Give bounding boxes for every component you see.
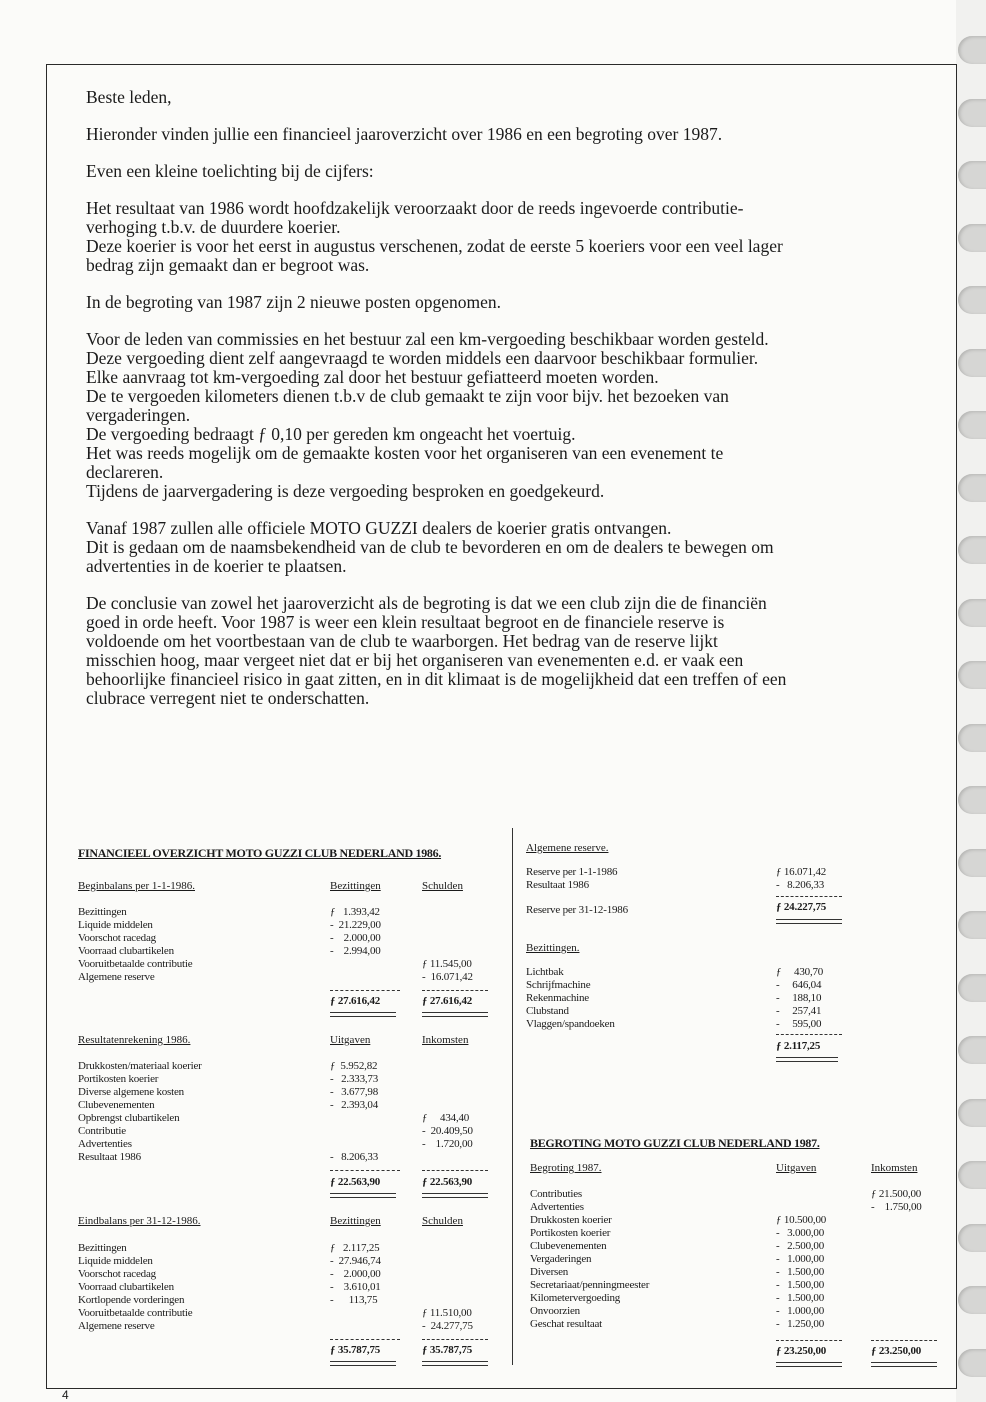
page-number: 4 xyxy=(62,1388,69,1402)
reserve-total-label: Reserve per 31-12-1986 xyxy=(526,904,628,916)
paragraph-new-items: In de begroting van 1987 zijn 2 nieuwe posten opgenomen. xyxy=(86,292,502,312)
binder-hole xyxy=(958,411,986,439)
begin-total-assets: ƒ 27.616,42 xyxy=(330,995,381,1007)
result-total-expenses: ƒ 22.563,90 xyxy=(330,1176,381,1188)
text-line: Tijdens de jaarvergadering is deze vergoeding besproken en goedgekeurd. xyxy=(86,481,605,501)
text-line: misschien hoog, maar vergeet niet dat er bij het organiseren van evenementen e.d. er vaak een xyxy=(86,650,744,670)
binder-holes xyxy=(958,36,986,1402)
budget-total-expenses: ƒ 23.250,00 xyxy=(776,1345,827,1357)
ledger-label: Contributie xyxy=(78,1125,126,1137)
subtotal-rule xyxy=(871,1340,937,1341)
ledger-amount: - 2.500,00 xyxy=(776,1240,825,1252)
ledger-label: Bezittingen xyxy=(78,906,127,918)
text-line: Het was reeds mogelijk om de gemaakte kosten voor het organiseren van een evenement te xyxy=(86,443,724,463)
text-line: Deze koerier is voor het eerst in augustus verschenen, zodat de eerste 5 koeriers voor een veel lager xyxy=(86,236,783,256)
subtotal-rule xyxy=(776,1034,842,1035)
binder-hole xyxy=(958,974,986,1002)
subtotal-rule xyxy=(330,990,400,991)
ledger-amount: - 1.720,00 xyxy=(422,1138,473,1150)
result-title: Resultatenrekening 1986. xyxy=(78,1034,191,1046)
ledger-label: Clubevenementen xyxy=(78,1099,155,1111)
text-line: declareren. xyxy=(86,462,164,482)
total-double-rule xyxy=(422,1361,488,1366)
ledger-label: Drukkosten koerier xyxy=(530,1214,612,1226)
end-total-assets: ƒ 35.787,75 xyxy=(330,1344,381,1356)
ledger-amount: - 21.229,00 xyxy=(330,919,381,931)
binder-hole xyxy=(958,161,986,189)
letter xyxy=(86,88,896,726)
binder-hole xyxy=(958,1161,986,1189)
subtotal-rule xyxy=(422,990,488,991)
binder-hole xyxy=(958,224,986,252)
ledger-amount: - 20.409,50 xyxy=(422,1125,473,1137)
binder-hole xyxy=(958,1349,986,1377)
text-line: Vanaf 1987 zullen alle officiele MOTO GUZZI dealers de koerier gratis ontvangen. xyxy=(86,518,672,538)
end-balance-title: Eindbalans per 31-12-1986. xyxy=(78,1215,201,1227)
text-line: De te vergoeden kilometers dienen t.b.v de club gemaakt te zijn voor bijv. het bezoeken van xyxy=(86,386,729,406)
assets-title: Bezittingen. xyxy=(526,942,580,954)
total-double-rule xyxy=(871,1362,937,1367)
ledger-amount: ƒ 11.545,00 xyxy=(422,958,472,970)
ledger-amount: ƒ 430,70 xyxy=(776,966,824,978)
binder-hole xyxy=(958,36,986,64)
ledger-label: Resultaat 1986 xyxy=(526,879,589,891)
reserve-title: Algemene reserve. xyxy=(526,842,609,854)
binder-hole xyxy=(958,1224,986,1252)
text-line: bedrag zijn gemaakt dan er begroot was. xyxy=(86,255,370,275)
budget-total-income: ƒ 23.250,00 xyxy=(871,1345,922,1357)
binder-hole xyxy=(958,724,986,752)
ledger-label: Contributies xyxy=(530,1188,582,1200)
paragraph-conclusion xyxy=(86,594,896,708)
total-double-rule xyxy=(330,1193,396,1198)
binder-hole xyxy=(958,599,986,627)
ledger-label: Voorraad clubartikelen xyxy=(78,945,174,957)
binder-hole xyxy=(958,1036,986,1064)
subtotal-rule xyxy=(776,1340,842,1341)
text-line: verhoging t.b.v. de duurdere koerier. xyxy=(86,217,341,237)
ledger-amount: ƒ 16.071,42 xyxy=(776,866,827,878)
text-line: Deze vergoeding dient zelf aangevraagd te worden middels een daarvoor beschikbaar formulier. xyxy=(86,348,759,368)
subtotal-rule xyxy=(776,896,842,897)
ledger-amount: - 1.500,00 xyxy=(776,1292,825,1304)
text-line: behoorlijke financieel risico in gaat zitten, en in dit klimaat is de mogelijkheid dat een treffen of een xyxy=(86,669,787,689)
overview-title: FINANCIEEL OVERZICHT MOTO GUZZI CLUB NEDERLAND 1986. xyxy=(78,846,442,860)
ledger-amount: - 1.000,00 xyxy=(776,1305,825,1317)
ledger-amount: - 2.333,73 xyxy=(330,1073,379,1085)
budget-title: BEGROTING MOTO GUZZI CLUB NEDERLAND 1987. xyxy=(530,1136,820,1150)
paragraph-dealers xyxy=(86,519,896,576)
ledger-amount: - 27.946,74 xyxy=(330,1255,381,1267)
ledger-amount: - 2.000,00 xyxy=(330,932,381,944)
ledger-amount: - 1.250,00 xyxy=(776,1318,825,1330)
end-col-debts: Schulden xyxy=(422,1215,463,1227)
total-double-rule xyxy=(330,1012,396,1017)
ledger-label: Voorraad clubartikelen xyxy=(78,1281,174,1293)
ledger-label: Voorschot racedag xyxy=(78,932,156,944)
column-divider xyxy=(512,828,513,1365)
ledger-amount: - 188,10 xyxy=(776,992,822,1004)
begin-balance-title: Beginbalans per 1-1-1986. xyxy=(78,880,195,892)
total-double-rule xyxy=(330,1361,396,1366)
text-line: De conclusie van zowel het jaaroverzicht als de begroting is dat we een club zijn die de financiën xyxy=(86,593,767,613)
text-line: advertenties in de koerier te plaatsen. xyxy=(86,556,347,576)
ledger-amount: - 1.750,00 xyxy=(871,1201,922,1213)
binder-hole xyxy=(958,286,986,314)
ledger-label: Drukkosten/materiaal koerier xyxy=(78,1060,202,1072)
binder-hole xyxy=(958,1099,986,1127)
binder-hole xyxy=(958,536,986,564)
result-total-income: ƒ 22.563,90 xyxy=(422,1176,473,1188)
text-line: voldoende om het voortbestaan van de club te waarborgen. Het bedrag van de reserve lijkt xyxy=(86,631,718,651)
total-double-rule xyxy=(776,1057,838,1062)
result-col-expenses: Uitgaven xyxy=(330,1034,371,1046)
ledger-amount: - 2.000,00 xyxy=(330,1268,381,1280)
ledger-label: Lichtbak xyxy=(526,966,564,978)
ledger-label: Resultaat 1986 xyxy=(78,1151,141,1163)
ledger-label: Advertenties xyxy=(78,1138,132,1150)
ledger-amount: - 595,00 xyxy=(776,1018,822,1030)
ledger-label: Diverse algemene kosten xyxy=(78,1086,184,1098)
ledger-amount: - 113,75 xyxy=(330,1294,378,1306)
ledger-label: Kilometervergoeding xyxy=(530,1292,621,1304)
ledger-amount: - 8.206,33 xyxy=(776,879,825,891)
binder-hole xyxy=(958,786,986,814)
ledger-amount: - 2.994,00 xyxy=(330,945,381,957)
paragraph-explanation: Even een kleine toelichting bij de cijfers: xyxy=(86,161,374,181)
ledger-label: Rekenmachine xyxy=(526,992,589,1004)
ledger-amount: - 2.393,04 xyxy=(330,1099,379,1111)
ledger-label: Kortlopende vorderingen xyxy=(78,1294,185,1306)
ledger-label: Vlaggen/spandoeken xyxy=(526,1018,615,1030)
text-line: vergaderingen. xyxy=(86,405,191,425)
binder-hole xyxy=(958,99,986,127)
ledger-amount: ƒ 2.117,25 xyxy=(330,1242,380,1254)
greeting: Beste leden, xyxy=(86,87,172,107)
subtotal-rule xyxy=(422,1170,488,1171)
text-line: Elke aanvraag tot km-vergoeding zal door het bestuur gefiatteerd moeten worden. xyxy=(86,367,659,387)
budget-subtitle: Begroting 1987. xyxy=(530,1162,602,1174)
ledger-amount: - 257,41 xyxy=(776,1005,822,1017)
paragraph-result xyxy=(86,199,896,275)
subtotal-rule xyxy=(330,1339,400,1340)
ledger-label: Advertenties xyxy=(530,1201,584,1213)
ledger-label: Clubevenementen xyxy=(530,1240,607,1252)
total-double-rule xyxy=(776,919,842,924)
ledger-label: Portikosten koerier xyxy=(78,1073,159,1085)
assets-total: ƒ 2.117,25 xyxy=(776,1040,821,1052)
begin-col-debts: Schulden xyxy=(422,880,463,892)
ledger-amount: ƒ 5.952,82 xyxy=(330,1060,378,1072)
total-double-rule xyxy=(422,1193,488,1198)
ledger-amount: - 1.000,00 xyxy=(776,1253,825,1265)
ledger-label: Opbrengst clubartikelen xyxy=(78,1112,180,1124)
ledger-amount: - 24.277,75 xyxy=(422,1320,473,1332)
text-line: goed in orde heeft. Voor 1987 is weer een klein resultaat begroot en de financiele reserve is xyxy=(86,612,725,632)
ledger-label: Liquide middelen xyxy=(78,919,153,931)
binder-hole xyxy=(958,474,986,502)
ledger-amount: - 3.677,98 xyxy=(330,1086,379,1098)
subtotal-rule xyxy=(330,1170,400,1171)
ledger-amount: ƒ 11.510,00 xyxy=(422,1307,472,1319)
ledger-amount: ƒ 21.500,00 xyxy=(871,1188,922,1200)
ledger-amount: ƒ 1.393,42 xyxy=(330,906,380,918)
ledger-amount: - 646,04 xyxy=(776,979,822,991)
text-line: Voor de leden van commissies en het bestuur zal een km-vergoeding beschikbaar worden gesteld. xyxy=(86,329,769,349)
ledger-label: Diversen xyxy=(530,1266,569,1278)
end-total-debts: ƒ 35.787,75 xyxy=(422,1344,473,1356)
ledger-label: Geschat resultaat xyxy=(530,1318,603,1330)
begin-col-assets: Bezittingen xyxy=(330,880,381,892)
subtotal-rule xyxy=(422,1339,488,1340)
ledger-amount: - 1.500,00 xyxy=(776,1279,825,1291)
ledger-label: Bezittingen xyxy=(78,1242,127,1254)
binder-hole xyxy=(958,849,986,877)
ledger-amount: ƒ 10.500,00 xyxy=(776,1214,827,1226)
end-col-assets: Bezittingen xyxy=(330,1215,381,1227)
budget-col-income: Inkomsten xyxy=(871,1162,918,1174)
text-line: Het resultaat van 1986 wordt hoofdzakelijk veroorzaakt door de reeds ingevoerde contributie- xyxy=(86,198,744,218)
ledger-label: Reserve per 1-1-1986 xyxy=(526,866,618,878)
ledger-amount: ƒ 434,40 xyxy=(422,1112,470,1124)
binder-hole xyxy=(958,911,986,939)
ledger-amount: - 3.000,00 xyxy=(776,1227,825,1239)
ledger-amount: - 16.071,42 xyxy=(422,971,473,983)
ledger-label: Secretariaat/penningmeester xyxy=(530,1279,650,1291)
text-line: De vergoeding bedraagt ƒ 0,10 per gereden km ongeacht het voertuig. xyxy=(86,424,576,444)
result-col-income: Inkomsten xyxy=(422,1034,469,1046)
ledger-label: Onvoorzien xyxy=(530,1305,580,1317)
ledger-label: Algemene reserve xyxy=(78,971,155,983)
ledger-label: Vergaderingen xyxy=(530,1253,592,1265)
ledger-label: Vooruitbetaalde contributie xyxy=(78,1307,193,1319)
binder-hole xyxy=(958,1286,986,1314)
paragraph-intro: Hieronder vinden jullie een financieel jaaroverzicht over 1986 en een begroting over 1987. xyxy=(86,124,723,144)
ledger-label: Vooruitbetaalde contributie xyxy=(78,958,193,970)
budget-col-expenses: Uitgaven xyxy=(776,1162,817,1174)
ledger-label: Portikosten koerier xyxy=(530,1227,611,1239)
binder-hole xyxy=(958,661,986,689)
ledger-amount: - 1.500,00 xyxy=(776,1266,825,1278)
paragraph-km-allowance xyxy=(86,330,896,501)
ledger-label: Voorschot racedag xyxy=(78,1268,156,1280)
ledger-label: Clubstand xyxy=(526,1005,569,1017)
binder-hole xyxy=(958,349,986,377)
total-double-rule xyxy=(776,1362,842,1367)
ledger-label: Algemene reserve xyxy=(78,1320,155,1332)
text-line: Dit is gedaan om de naamsbekendheid van de club te bevorderen en om de dealers te bewegen om xyxy=(86,537,774,557)
total-double-rule xyxy=(422,1012,488,1017)
text-line: clubrace verregent niet te onderschatten. xyxy=(86,688,370,708)
ledger-label: Schrijfmachine xyxy=(526,979,591,991)
reserve-total: ƒ 24.227,75 xyxy=(776,901,827,913)
begin-total-debts: ƒ 27.616,42 xyxy=(422,995,473,1007)
ledger-amount: - 3.610,01 xyxy=(330,1281,381,1293)
ledger-amount: - 8.206,33 xyxy=(330,1151,379,1163)
ledger-label: Liquide middelen xyxy=(78,1255,153,1267)
